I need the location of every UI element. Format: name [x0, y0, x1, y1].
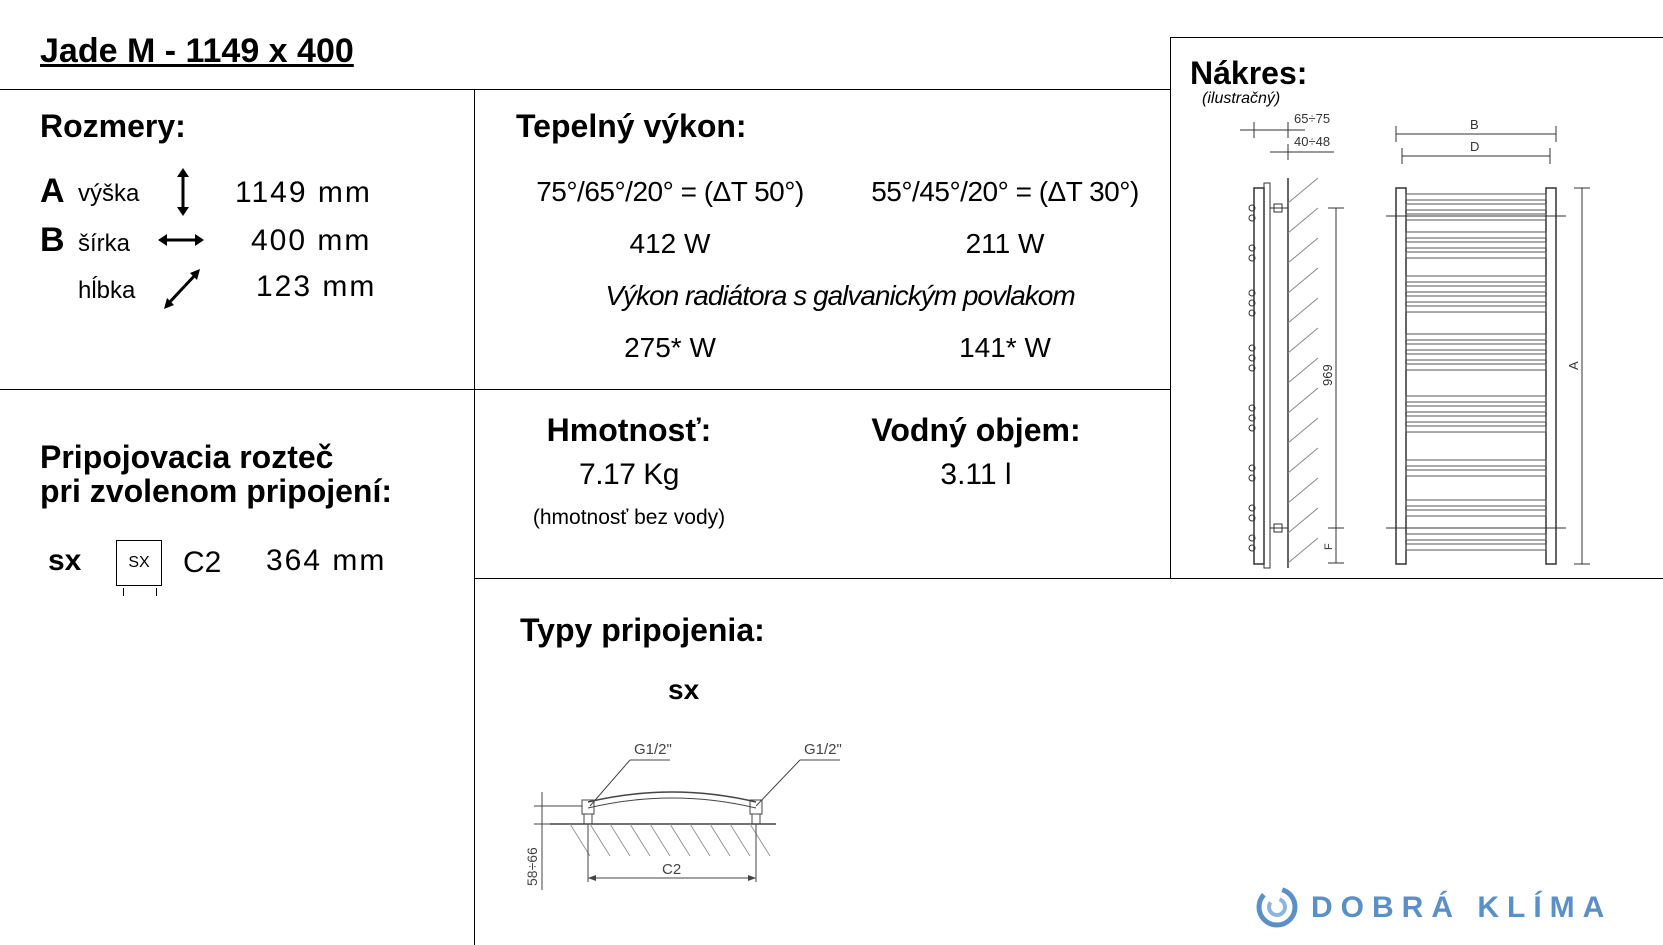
side-dim-b: 40÷48 [1294, 134, 1331, 149]
dimension-letter: A [40, 172, 65, 210]
diagram-c2: C2 [662, 861, 682, 878]
connection-type: sx [48, 544, 82, 577]
pripojovacia-heading-line1: Pripojovacia rozteč [40, 439, 334, 475]
tepelny-col2-value: 211 W [965, 228, 1045, 259]
hmotnost-value: 7.17 Kg [579, 458, 679, 491]
radiator-drawing [1230, 108, 1600, 578]
vodny-heading: Vodný objem: [871, 412, 1081, 448]
title-underline-rule [0, 89, 1170, 90]
tepelny-col1-value: 412 W [629, 228, 711, 259]
tepelny-col2-header: 55°/45°/20° = (ΔT 30°) [871, 176, 1139, 207]
vodny-value: 3.11 l [940, 458, 1012, 491]
pripojovacia-value: 364 mm [266, 544, 387, 577]
pripojovacia-heading-line2: pri zvolenom pripojení: [40, 473, 393, 509]
middle-row-rule [0, 389, 1170, 390]
vertical-arrow-icon [170, 168, 196, 216]
dimension-value: 123 mm [256, 270, 377, 303]
diagonal-arrow-icon [162, 268, 202, 310]
diagram-g2: G1/2" [804, 741, 842, 758]
sx-icon-leg-right [156, 588, 157, 596]
page-title: Jade M - 1149 x 400 [40, 32, 354, 70]
nakres-heading: Nákres: [1190, 55, 1308, 91]
brand-logo [1255, 885, 1655, 929]
dimension-value: 1149 mm [235, 176, 372, 209]
horizontal-arrow-icon [158, 230, 204, 250]
sx-icon-leg-left [123, 588, 124, 596]
nakres-left-rule [1170, 37, 1171, 579]
diagram-height: 58÷66 [524, 847, 540, 886]
dimension-value: 400 mm [251, 224, 372, 257]
swirl-logo-icon [1255, 885, 1299, 929]
typy-heading: Typy pripojenia: [520, 612, 765, 648]
front-dim-f: A [1566, 361, 1581, 370]
nakres-subheading: (ilustračný) [1202, 90, 1281, 107]
side-dim-a: 65÷75 [1294, 111, 1331, 126]
tepelny-heading: Tepelný výkon: [516, 108, 747, 144]
dimension-label: výška [78, 180, 140, 207]
sx-connection-icon [116, 540, 162, 586]
dimension-label: hĺbka [78, 277, 136, 304]
tepelny-col1-header: 75°/65°/20° = (ΔT 50°) [536, 176, 804, 207]
side-dim-g: F [1323, 543, 1335, 550]
tepelny-col1-galvanic: 275* W [624, 332, 716, 363]
front-dim-c: B [1470, 117, 1479, 132]
c2-label: C2 [183, 546, 222, 579]
hmotnost-heading: Hmotnosť: [546, 412, 712, 448]
rozmery-heading: Rozmery: [40, 108, 186, 144]
typy-type-label: sx [668, 674, 700, 705]
front-dim-d: D [1470, 139, 1480, 154]
dimension-letter: B [40, 221, 65, 259]
column-divider [474, 89, 475, 945]
diagram-g1: G1/2" [634, 741, 672, 758]
tepelny-col2-galvanic: 141* W [959, 332, 1051, 363]
side-dim-e: 969 [1320, 364, 1335, 386]
dimension-label: šírka [78, 230, 131, 257]
sx-connection-diagram [520, 730, 860, 895]
brand-logo-text: DOBRÁ KLÍMA [1311, 891, 1613, 924]
nakres-top-rule [1170, 37, 1663, 38]
galvanic-note: Výkon radiátora s galvanickým povlakom [605, 280, 1075, 311]
lower-rule [474, 578, 1663, 579]
sx-icon-label: SX [128, 554, 150, 571]
pripojovacia-heading [40, 440, 392, 508]
hmotnost-note: (hmotnosť bez vody) [532, 506, 726, 529]
